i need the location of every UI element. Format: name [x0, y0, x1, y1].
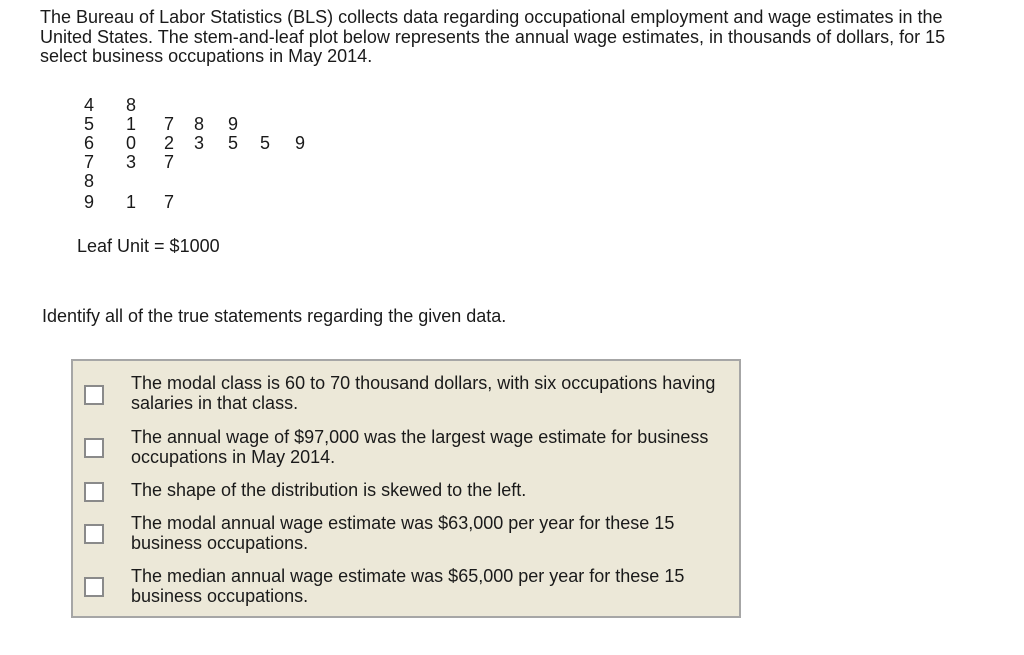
stem-value: 6 — [83, 133, 94, 153]
option-checkbox[interactable] — [84, 577, 104, 597]
option-checkbox[interactable] — [84, 524, 104, 544]
leaf-value: 7 — [163, 152, 174, 172]
option-checkbox[interactable] — [84, 385, 104, 405]
answer-options-box — [71, 359, 741, 618]
leaf-value: 8 — [125, 95, 136, 115]
leaf-value: 9 — [294, 133, 305, 153]
leaf-unit-label: Leaf Unit = $1000 — [77, 236, 220, 256]
option-checkbox[interactable] — [84, 482, 104, 502]
leaf-value: 5 — [227, 133, 238, 153]
option-text: The annual wage of $97,000 was the largest wage estimate for business occupations in May 2014. — [131, 427, 709, 467]
option-checkbox[interactable] — [84, 438, 104, 458]
stem-value: 8 — [83, 171, 94, 191]
leaf-value: 1 — [125, 192, 136, 212]
leaf-value: 5 — [259, 133, 270, 153]
option-text: The modal annual wage estimate was $63,000 per year for these 15 business occupations. — [131, 513, 675, 553]
leaf-value: 8 — [193, 114, 204, 134]
stem-value: 9 — [83, 192, 94, 212]
leaf-value: 7 — [163, 192, 174, 212]
stem-value: 4 — [83, 95, 94, 115]
stem-value: 7 — [83, 152, 94, 172]
option-text: The shape of the distribution is skewed to the left. — [131, 480, 527, 500]
option-text: The modal class is 60 to 70 thousand dollars, with six occupations having salaries in that class. — [131, 373, 716, 413]
leaf-value: 3 — [125, 152, 136, 172]
problem-intro: The Bureau of Labor Statistics (BLS) collects data regarding occupational employment and wage estimates in the United States. The stem-and-leaf plot below represents the annual wage estimates, in thousands of dollars, for 15 select business occupations in May 2014. — [40, 7, 946, 66]
leaf-value: 0 — [125, 133, 136, 153]
leaf-value: 3 — [193, 133, 204, 153]
leaf-value: 9 — [227, 114, 238, 134]
leaf-value: 7 — [163, 114, 174, 134]
question-prompt: Identify all of the true statements regarding the given data. — [42, 306, 507, 326]
leaf-value: 1 — [125, 114, 136, 134]
leaf-value: 2 — [163, 133, 174, 153]
stem-value: 5 — [83, 114, 94, 134]
option-text: The median annual wage estimate was $65,000 per year for these 15 business occupations. — [131, 566, 685, 606]
